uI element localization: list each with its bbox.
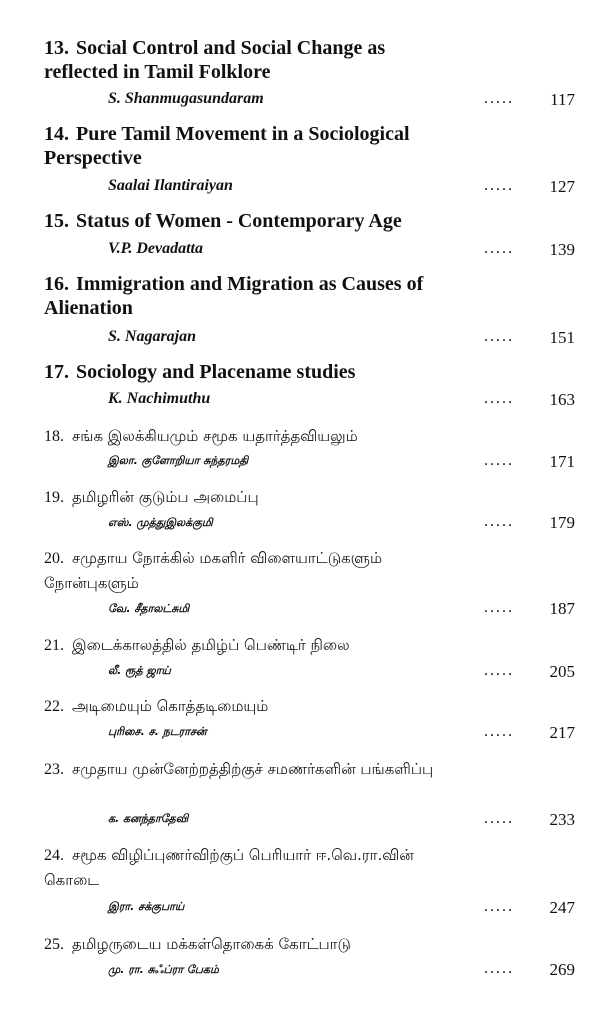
entry-title-text: இடைக்காலத்தில் தமிழ்ப் பெண்டிர் நிலை (72, 636, 350, 654)
entry-title-text: சமுதாய முன்னேற்றத்திற்குச் சமணர்களின் பங்களிப்பு (72, 760, 434, 778)
entry-title-text: Sociology and Placename studies (76, 361, 356, 383)
entry-author: V.P. Devadatta (108, 240, 203, 257)
entry-number: 19. (44, 489, 64, 506)
entry-title-text: சமூக விழிப்புணர்விற்குப் பெரியார் ஈ.வெ.ரா.வின் கொடை (44, 846, 414, 889)
entry-author: லீ. ரூத் ஜாய் (108, 664, 171, 677)
entry-author: வே. சீதாலட்சுமி (108, 602, 190, 615)
entry-number: 25. (44, 936, 64, 953)
entry-author: S. Nagarajan (108, 328, 197, 345)
entry-title (44, 272, 464, 320)
entry-title (44, 694, 464, 719)
entry-title (44, 209, 464, 233)
entry-title (44, 757, 464, 782)
entry-title-text: சமுதாய நோக்கில் மகளிர் விளையாட்டுகளும் நோன்புகளும் (44, 549, 383, 592)
entry-number: 20. (44, 550, 64, 567)
page-number: 139 (549, 240, 575, 259)
leader-dots: ..... (484, 662, 514, 679)
entry-number: 21. (44, 637, 64, 654)
entry-title-text: Status of Women - Contemporary Age (76, 210, 402, 232)
entry-title (44, 360, 464, 384)
page-number: 127 (549, 177, 575, 196)
page-number: 187 (549, 599, 575, 618)
entry-title (44, 424, 464, 449)
entry-title-text: தமிழரின் குடும்ப அமைப்பு (72, 488, 259, 506)
entry-title-text: தமிழருடைய மக்கள்தொகைக் கோட்பாடு (72, 935, 351, 953)
entry-title (44, 843, 464, 892)
leader-dots: ..... (484, 960, 514, 977)
entry-title-text: சங்க இலக்கியமும் சமூக யதார்த்தவியலும் (72, 427, 358, 445)
entry-title (44, 122, 464, 170)
entry-author: Saalai Ilantiraiyan (108, 177, 233, 194)
entry-title (44, 633, 464, 658)
entry-title-text: Social Control and Social Change as reflected in Tamil Folklore (44, 37, 386, 83)
entry-number: 15. (44, 210, 69, 232)
entry-author: இரா. சக்குபாய் (108, 900, 185, 913)
page-number: 269 (549, 960, 575, 979)
entry-number: 16. (44, 273, 69, 295)
page-number: 151 (549, 328, 575, 347)
entry-title-text: அடிமையும் கொத்தடிமையும் (72, 697, 269, 715)
entry-title (44, 36, 464, 84)
leader-dots: ..... (484, 452, 514, 469)
entry-title (44, 546, 464, 595)
leader-dots: ..... (484, 810, 514, 827)
page-number: 171 (549, 452, 575, 471)
entry-number: 13. (44, 37, 69, 59)
entry-title-text: Pure Tamil Movement in a Sociological Perspective (44, 123, 410, 169)
leader-dots: ..... (484, 513, 514, 530)
entry-author: இலா. குளோறியா சுந்தரமதி (108, 454, 249, 467)
entry-number: 17. (44, 361, 69, 383)
leader-dots: ..... (484, 390, 514, 407)
entry-author: S. Shanmugasundaram (108, 90, 264, 107)
leader-dots: ..... (484, 723, 514, 740)
page-number: 217 (549, 723, 575, 742)
page-number: 179 (549, 513, 575, 532)
entry-author: மு. ரா. சுஃப்ரா பேகம் (108, 963, 219, 976)
entry-title (44, 485, 464, 510)
leader-dots: ..... (484, 898, 514, 915)
entry-author: க. கனந்தாதேவி (108, 812, 189, 825)
entry-number: 23. (44, 761, 64, 778)
entry-author: எஸ். முத்துஇலக்குமி (108, 516, 213, 529)
page-number: 163 (549, 390, 575, 409)
page-number: 205 (549, 662, 575, 681)
entry-number: 18. (44, 428, 64, 445)
entry-author: K. Nachimuthu (108, 390, 211, 407)
page-number: 233 (549, 810, 575, 829)
entry-title-text: Immigration and Migration as Causes of Alienation (44, 273, 424, 319)
entry-title (44, 932, 464, 957)
page-number: 117 (550, 90, 575, 109)
leader-dots: ..... (484, 328, 514, 345)
leader-dots: ..... (484, 599, 514, 616)
entry-number: 24. (44, 847, 64, 864)
page-number: 247 (549, 898, 575, 917)
leader-dots: ..... (484, 90, 514, 107)
entry-author: புரிசை. ச. நடராசன் (108, 725, 207, 738)
entry-number: 14. (44, 123, 69, 145)
leader-dots: ..... (484, 177, 514, 194)
leader-dots: ..... (484, 240, 514, 257)
entry-number: 22. (44, 698, 64, 715)
